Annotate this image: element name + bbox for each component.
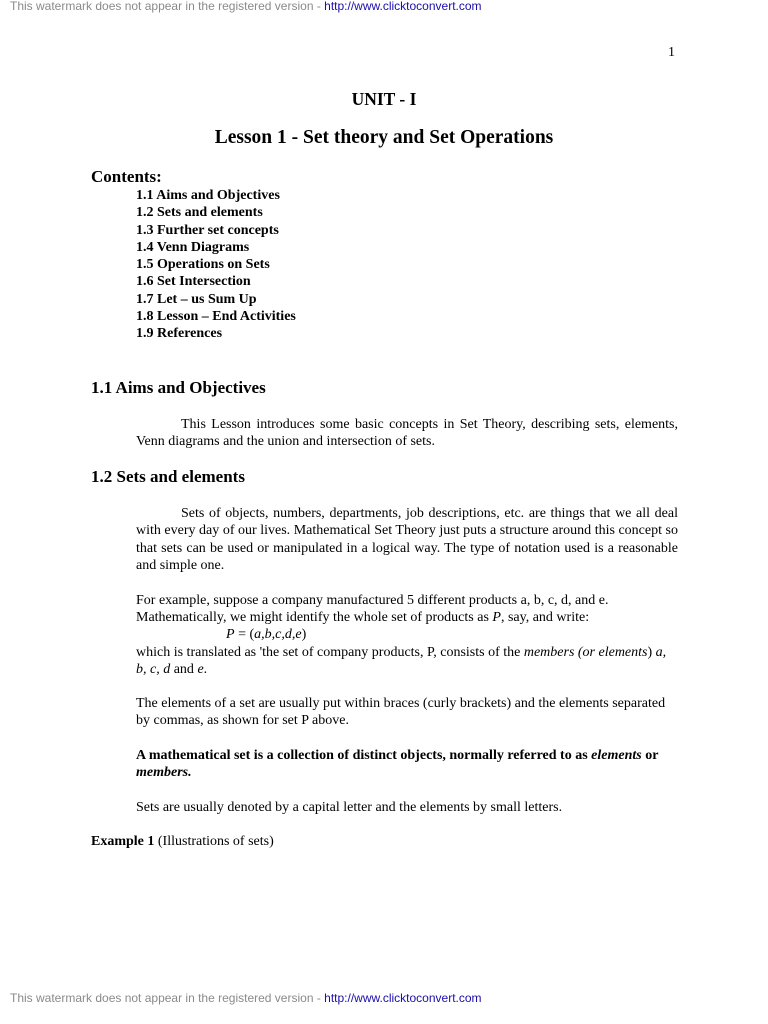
toc-item: 1.6 Set Intersection <box>136 274 251 290</box>
definition-members: members. <box>136 765 192 781</box>
definition-text: A mathematical set is a collection of distinct objects, normally referred to as <box>136 748 592 763</box>
denoted-paragraph: Sets are usually denoted by a capital letter and the elements by small letters. <box>136 800 563 815</box>
table-of-contents <box>136 187 296 343</box>
translated-paragraph <box>136 644 678 679</box>
translated-e: e <box>197 662 204 678</box>
translated-dot: . <box>203 662 208 678</box>
watermark-text: This watermark does not appear in the registered version - <box>10 0 325 13</box>
toc-item: 1.9 References <box>136 326 223 342</box>
braces-paragraph: The elements of a set are usually put within braces (curly brackets) and the elements separated by commas, as shown for set P above. <box>136 696 666 729</box>
example-1-line <box>91 833 691 850</box>
formula-elements: a,b,c,d,e <box>254 627 302 642</box>
watermark-text: This watermark does not appear in the registered version - <box>10 991 325 1005</box>
example-1-text: (Illustrations of sets) <box>154 834 274 849</box>
example-line-2a: Mathematically, we might identify the whole set of products as <box>136 610 493 626</box>
formula-close: ) <box>301 627 307 642</box>
example-paragraph <box>136 592 678 627</box>
formula-equals: = ( <box>234 627 255 642</box>
definition-or: or <box>641 748 659 763</box>
translated-elements: a, b, c, d <box>136 645 667 678</box>
set-formula <box>226 626 306 643</box>
toc-item: 1.2 Sets and elements <box>136 205 263 221</box>
translated-and: and <box>170 662 198 678</box>
watermark-link[interactable]: http://www.clicktoconvert.com <box>324 991 482 1005</box>
intro-paragraph: This Lesson introduces some basic concepts in Set Theory, describing sets, elements, Venn diagrams and the union and intersection of sets. <box>136 417 678 450</box>
example-line-2b: , say, and write: <box>500 610 590 626</box>
watermark-top <box>10 0 482 13</box>
section-heading-aims: 1.1 Aims and Objectives <box>91 378 266 397</box>
toc-item: 1.5 Operations on Sets <box>136 257 270 273</box>
unit-title: UNIT - I <box>351 89 417 109</box>
sets-paragraph: Sets of objects, numbers, departments, job descriptions, etc. are things that we all deal with every day of our lives. Mathematical Set Theory just puts a structure around this concept so that sets can be used or manipulated in a logical way. The type of notation used is a reasonable and simple one. <box>136 506 678 574</box>
toc-item: 1.8 Lesson – End Activities <box>136 309 296 325</box>
toc-item: 1.3 Further set concepts <box>136 222 279 238</box>
watermark-bottom <box>10 991 482 1005</box>
toc-item: 1.1 Aims and Objectives <box>136 188 280 203</box>
section-heading-sets: 1.2 Sets and elements <box>91 467 245 486</box>
watermark-link[interactable]: http://www.clicktoconvert.com <box>324 0 482 13</box>
page-number: 1 <box>668 45 675 60</box>
formula-variable: P <box>226 627 235 642</box>
definition-paragraph <box>136 747 678 782</box>
contents-heading: Contents: <box>91 167 162 186</box>
example-line-1: For example, suppose a company manufactured 5 different products a, b, c, d, and e. <box>136 593 609 608</box>
translated-members: members (or elements <box>523 645 648 660</box>
toc-item: 1.7 Let – us Sum Up <box>136 291 257 307</box>
translated-paren: ) <box>647 645 653 660</box>
definition-elements: elements <box>591 748 642 763</box>
lesson-title: Lesson 1 - Set theory and Set Operations <box>214 127 554 148</box>
example-set-variable: P <box>492 610 501 626</box>
example-1-label: Example 1 <box>91 834 155 849</box>
translated-text: which is translated as 'the set of company products, P, consists of the <box>136 645 524 660</box>
toc-item: 1.4 Venn Diagrams <box>136 239 250 255</box>
